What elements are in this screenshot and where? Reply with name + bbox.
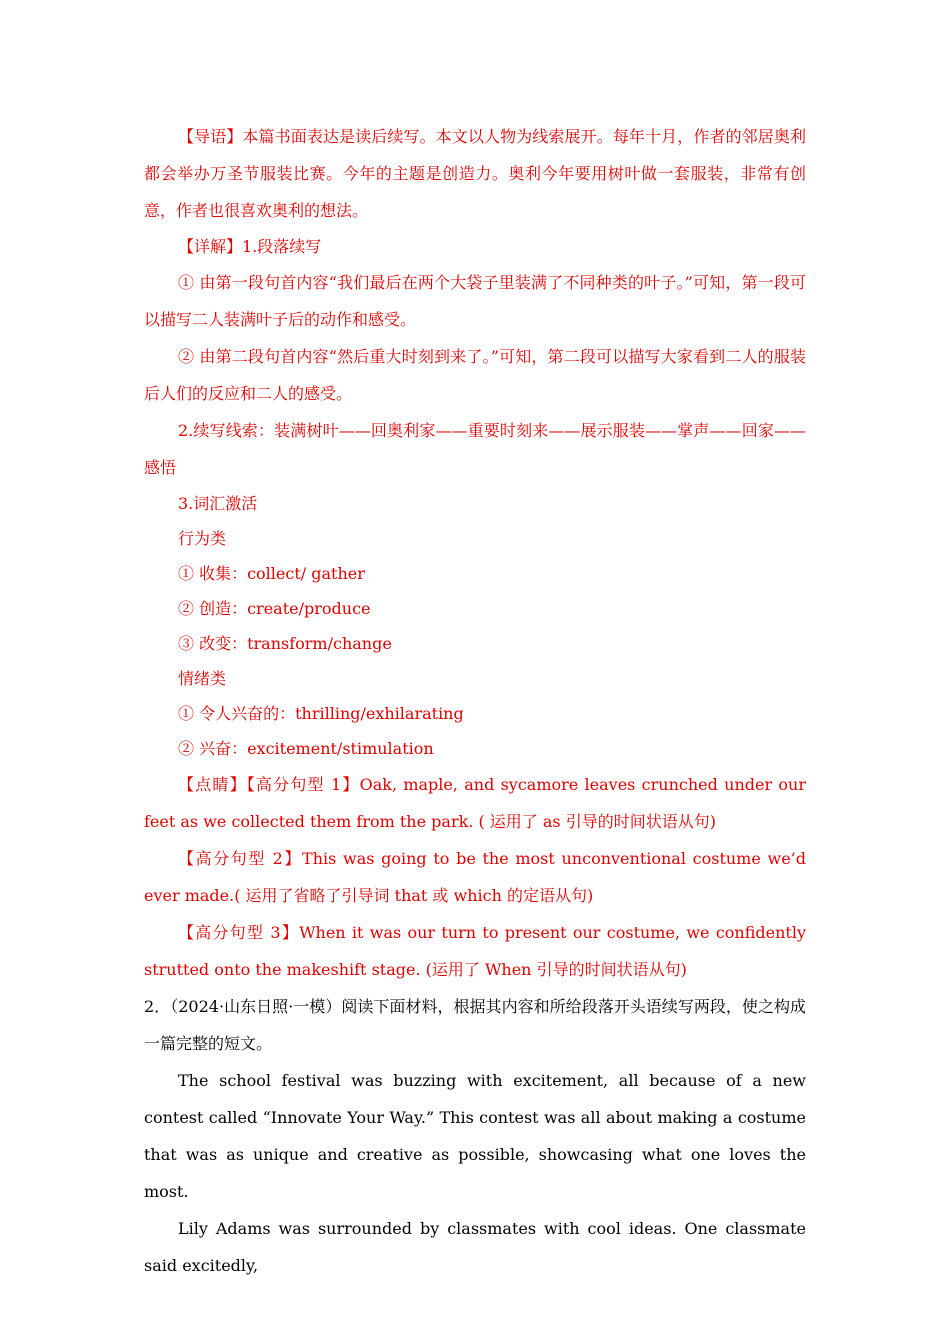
vocab-item-transform: ③ 改变：transform/change [178,634,392,653]
document-page [144,118,806,1284]
question-2-prompt: 2．（2024·山东日照·一模）阅读下面材料，根据其内容和所给段落开头语续写两段，使之构成一篇完整的短文。 [144,997,806,1053]
paragraph2-guide: ② 由第二段句首内容“然后重大时刻到来了。”可知，第二段可以描写大家看到二人的服装后人们的反应和二人的感受。 [144,347,806,403]
story-paragraph-1: The school festival was buzzing with excitement, all because of a new contest called “Innovate Your Way.” This contest was all about making a costume that was as unique and creative as possible, showcasing what one loves the most. [144,1071,806,1201]
continuation-clues: 2.续写线索：装满树叶——回奥利家——重要时刻来——展示服装——掌声——回家——感悟 [144,421,806,477]
vocab-heading: 3.词汇激活 [178,494,258,513]
highlight-sentence-1: 【点睛】【高分句型 1】Oak, maple, and sycamore leaves crunched under our feet as we collected them from the park. ( 运用了 as 引导的时间状语从句) [144,775,806,831]
vocab-item-thrilling: ① 令人兴奋的：thrilling/exhilarating [178,704,464,723]
intro-paragraph: 【导语】本篇书面表达是读后续写。本文以人物为线索展开。每年十月，作者的邻居奥利都会举办万圣节服装比赛。今年的主题是创造力。奥利今年要用树叶做一套服装，非常有创意，作者也很喜欢奥利的想法。 [144,127,806,220]
vocab-item-excitement: ② 兴奋：excitement/stimulation [178,739,434,758]
highlight-sentence-2: 【高分句型 2】This was going to be the most unconventional costume we’d ever made.( 运用了省略了引导词 that 或 which 的定语从句) [144,849,806,905]
vocab-item-create: ② 创造：create/produce [178,599,371,618]
emotion-category: 情绪类 [178,669,227,688]
highlight-sentence-3: 【高分句型 3】When it was our turn to present our costume, we confidently strutted onto the makeshift stage. (运用了 When 引导的时间状语从句) [144,923,806,979]
paragraph1-guide: ① 由第一段句首内容“我们最后在两个大袋子里装满了不同种类的叶子。”可知，第一段可以描写二人装满叶子后的动作和感受。 [144,273,806,329]
detail-heading: 【详解】1.段落续写 [178,237,322,256]
vocab-item-collect: ① 收集：collect/ gather [178,564,365,583]
behavior-category: 行为类 [178,529,227,548]
story-paragraph-2: Lily Adams was surrounded by classmates with cool ideas. One classmate said excitedly, [144,1219,806,1275]
